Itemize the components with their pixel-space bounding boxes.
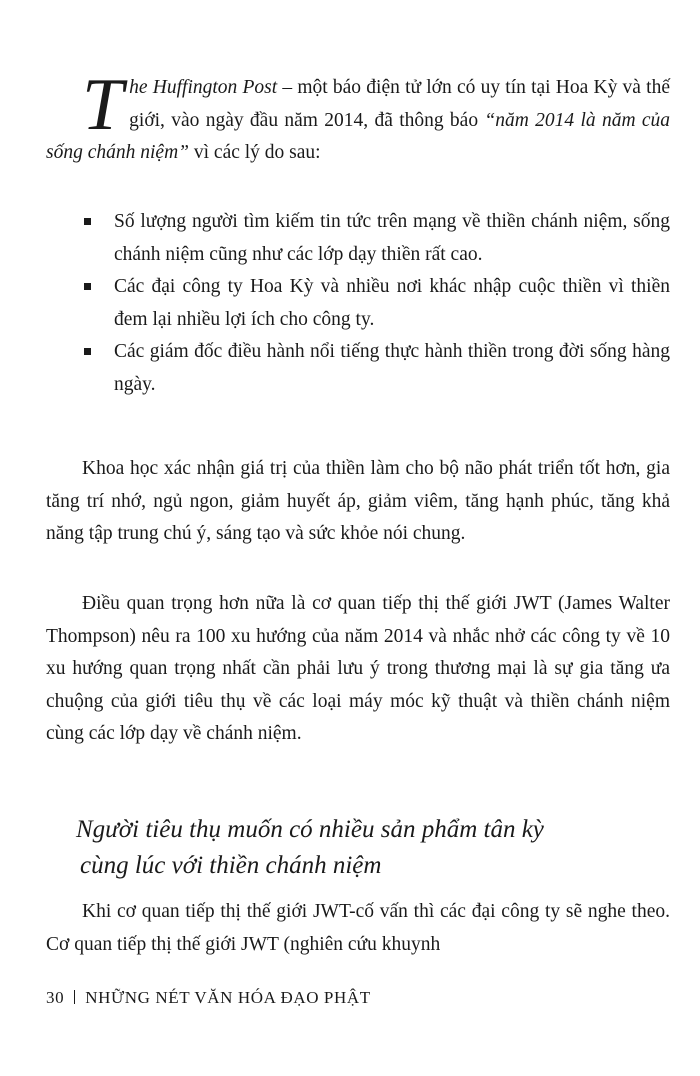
drop-cap: T xyxy=(82,64,124,146)
list-item xyxy=(82,336,670,401)
bullet-text: Các đại công ty Hoa Kỳ và nhiều nơi khác nhập cuộc thiền vì thiền đem lại nhiều lợi ích cho công ty. xyxy=(114,276,670,330)
intro-text-end: vì các lý do sau: xyxy=(189,142,321,163)
page-footer xyxy=(46,988,371,1008)
book-title: NHỮNG NÉT VĂN HÓA ĐẠO PHẬT xyxy=(85,988,371,1007)
body-paragraph: Điều quan trọng hơn nữa là cơ quan tiếp thị thế giới JWT (James Walter Thompson) nêu ra 100 xu hướng của năm 2014 và nhắc nhở các công ty về 10 xu hướng quan trọng nhất cần phải lưu ý trong thương mại là sự gia tăng ưa chuộng của giới tiêu thụ về các loại máy móc kỹ thuật và thiền chánh niệm cùng các lớp dạy về chánh niệm. xyxy=(46,593,670,744)
bullet-text: Số lượng người tìm kiếm tin tức trên mạng về thiền chánh niệm, sống chánh niệm cũng như các lớp dạy thiền rất cao. xyxy=(114,211,670,265)
square-bullet-icon xyxy=(84,283,91,290)
square-bullet-icon xyxy=(84,218,91,225)
list-item xyxy=(82,206,670,271)
list-item xyxy=(82,271,670,336)
intro-paragraph xyxy=(46,64,671,170)
page-number: 30 xyxy=(46,988,65,1007)
footer-divider xyxy=(74,990,75,1004)
body-paragraph: Khi cơ quan tiếp thị thế giới JWT-cố vấn thì các đại công ty sẽ nghe theo. Cơ quan tiếp thị thế giới JWT (nghiên cứu khuynh xyxy=(46,901,670,955)
source-name: he Huffington Post xyxy=(129,77,278,98)
bullet-list xyxy=(82,206,670,401)
square-bullet-icon xyxy=(84,348,91,355)
heading-line: Người tiêu thụ muốn có nhiều sản phẩm tân kỳ xyxy=(76,816,544,843)
body-paragraph: Khoa học xác nhận giá trị của thiền làm cho bộ não phát triển tốt hơn, gia tăng trí nhớ, ngủ ngon, giảm huyết áp, giảm viêm, tăng hạnh phúc, tăng khả năng tập trung chú ý, sáng tạo và sức khỏe nói chung. xyxy=(46,458,670,544)
intro-text: – một báo điện tử lớn có uy tín tại Hoa Kỳ và thế giới, vào ngày đầu năm 2014, đã thông báo xyxy=(129,77,671,131)
bullet-text: Các giám đốc điều hành nổi tiếng thực hành thiền trong đời sống hàng ngày. xyxy=(114,341,670,395)
heading-line: cùng lúc với thiền chánh niệm xyxy=(80,852,382,879)
intro-quote: “năm 2014 là năm của sống chánh niệm” xyxy=(46,109,670,163)
section-heading xyxy=(76,812,670,884)
